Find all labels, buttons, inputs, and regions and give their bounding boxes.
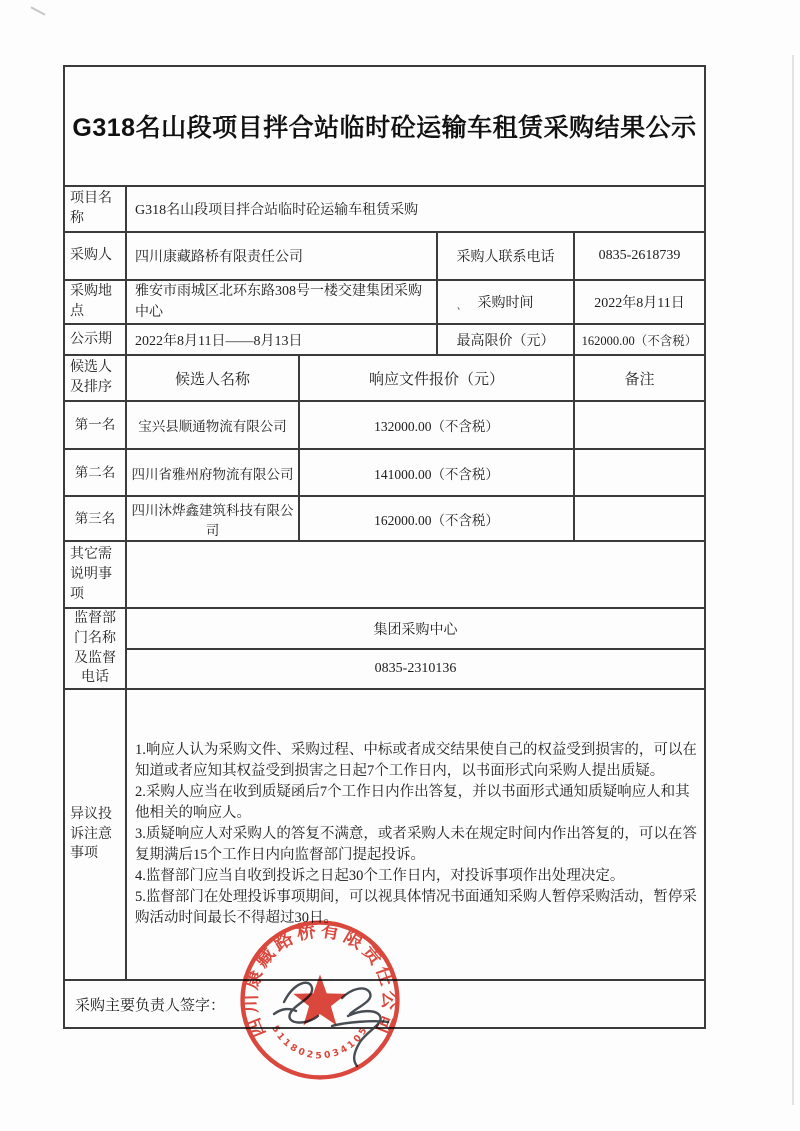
objection-item-1: 1.响应人认为采购文件、采购过程、中标或者成交结果使自己的权益受到损害的，可以在知道或者应知其权益受到损害之日起7个工作日内，以书面形式向采购人提出质疑。: [135, 742, 697, 779]
document-title: G318名山段项目拌合站临时砼运输车租赁采购结果公示: [72, 114, 697, 142]
supervision-row: [65, 607, 704, 688]
objection-content: [125, 690, 704, 979]
candidate-3-remark: [573, 497, 704, 540]
signature-label: 采购主要负责人签字：: [75, 997, 226, 1014]
project-name-value: G318名山段项目拌合站临时砼运输车租赁采购: [125, 187, 704, 231]
seal-star: [293, 974, 347, 1025]
location-label: 采购地点: [70, 284, 112, 319]
candidate-1-remark: [573, 402, 704, 448]
candidate-3-name: 四川沐烨鑫建筑科技有限公司: [125, 497, 298, 540]
candidates-name-header: 候选人名称: [125, 356, 298, 400]
purchaser-phone-label: 采购人联系电话: [436, 233, 573, 279]
other-notes-row: [65, 540, 704, 607]
seal-code-text: 5118025034105: [269, 1023, 371, 1062]
supervision-values: [125, 609, 704, 688]
max-price-label: 最高限价（元）: [436, 325, 573, 354]
purchase-time-label: 采购时间: [436, 281, 573, 323]
other-notes-label: 其它需说明事项: [70, 547, 112, 602]
stray-pen-mark: 、: [455, 299, 470, 314]
max-price-value: 162000.00（不含税）: [573, 325, 704, 354]
objection-label: 异议投诉注意事项: [70, 806, 112, 862]
candidate-3-rank: 第三名: [74, 510, 116, 526]
candidates-rank-header: 候选人及排序: [70, 360, 112, 395]
project-name-label: 项目名称: [70, 191, 112, 226]
purchaser-phone-value: 0835-2618739: [573, 233, 704, 279]
objection-item-4: 4.监督部门应当自收到投诉之日起30个工作日内，对投诉事项作出处理决定。: [135, 868, 625, 884]
candidate-row-2: [65, 448, 704, 495]
supervision-phone: 0835-2310136: [127, 648, 704, 688]
candidate-1-name: 宝兴县顺通物流有限公司: [125, 402, 298, 448]
candidates-header-row: [65, 354, 704, 400]
purchase-time-value: 2022年8月11日: [573, 281, 704, 323]
publicity-period-label: 公示期: [70, 331, 112, 347]
candidates-price-header: 响应文件报价（元）: [298, 356, 573, 400]
location-value: [125, 281, 470, 323]
publicity-period-row: [65, 323, 704, 354]
procurement-result-table: [63, 65, 706, 1029]
candidate-1-rank: 第一名: [74, 417, 116, 433]
candidate-2-rank: 第二名: [74, 464, 116, 480]
seal-company-text: 四川康藏路桥有限责任公司: [240, 919, 400, 1041]
scan-artifact: [30, 6, 45, 15]
candidate-2-remark: [573, 450, 704, 495]
candidate-2-name: 四川省雅州府物流有限公司: [125, 450, 298, 495]
location-row: [65, 279, 704, 323]
candidate-2-price: 141000.00（不含税）: [298, 450, 573, 495]
objection-item-3: 3.质疑响应人对采购人的答复不满意，或者采购人未在规定时间内作出答复的，可以在答复期满后15个工作日内向监督部门提起投诉。: [135, 826, 697, 863]
candidate-1-price: 132000.00（不含税）: [298, 402, 573, 448]
project-name-row: [65, 185, 704, 231]
purchaser-row: [65, 231, 704, 279]
company-seal: [232, 912, 408, 1088]
candidate-row-3: [65, 495, 704, 540]
supervision-label: 监督部门名称及监督电话: [74, 610, 116, 686]
purchaser-label: 采购人: [70, 248, 112, 264]
objection-item-2: 2.采购人应当在收到质疑函后7个工作日内作出答复，并以书面形式通知质疑响应人和其他相关的响应人。: [135, 784, 690, 821]
purchaser-value: 四川康藏路桥有限责任公司: [125, 233, 436, 279]
other-notes-value: [125, 542, 704, 607]
candidates-remark-header: 备注: [573, 356, 704, 400]
page-edge-shadow: [792, 55, 794, 1105]
publicity-period-value: 2022年8月11日——8月13日: [125, 325, 436, 354]
candidate-3-price: 162000.00（不含税）: [298, 497, 573, 540]
location-value-text: 雅安市雨城区北环东路308号一楼交建集团采购中心: [135, 284, 422, 320]
supervision-department: 集团采购中心: [373, 622, 458, 638]
title-row: [65, 67, 704, 185]
objection-item-5: 5.监督部门在处理投诉事项期间，可以视具体情况书面通知采购人暂停采购活动，暂停采购活动时间最长不得超过30日。: [135, 889, 697, 926]
candidate-row-1: [65, 400, 704, 448]
svg-text:5118025034105: [269, 1024, 371, 1062]
